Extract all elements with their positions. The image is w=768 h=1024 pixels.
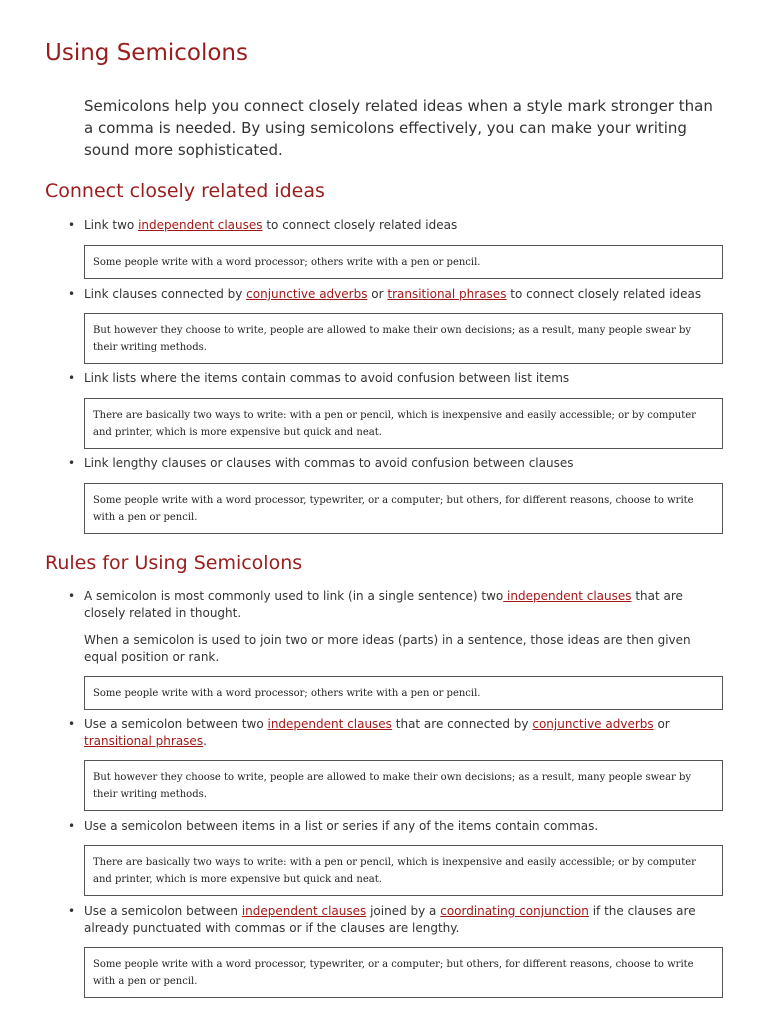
link-transitional-phrases[interactable]: transitional phrases: [387, 287, 507, 301]
intro-paragraph: Semicolons help you connect closely related ideas when a style mark stronger than a comma is needed. By using semicolons effectively, you can make your writing sound more sophisticated.: [84, 97, 713, 159]
example-box: There are basically two ways to write: with a pen or pencil, which is inexpensive and easily accessible; or by computer and printer, which is more expensive but quick and neat.: [84, 845, 723, 896]
list-item: • Link lists where the items contain commas to avoid confusion between list items: [84, 370, 724, 387]
section-heading-rules: Rules for Using Semicolons: [45, 552, 303, 574]
example-box: Some people write with a word processor; others write with a pen or pencil.: [84, 245, 723, 279]
example-box: Some people write with a word processor; others write with a pen or pencil.: [84, 676, 723, 710]
link-coordinating-conjunction[interactable]: coordinating conjunction: [440, 904, 589, 918]
example-box: Some people write with a word processor, typewriter, or a computer; but others, for different reasons, choose to write with a pen or pencil.: [84, 483, 723, 534]
list-item: • Link clauses connected by conjunctive adverbs or transitional phrases to connect closely related ideas: [84, 286, 724, 303]
link-independent-clauses[interactable]: independent clauses: [503, 589, 632, 603]
list-item: • A semicolon is most commonly used to link (in a single sentence) two independent clauses that are closely related in thought.: [84, 588, 724, 621]
link-independent-clauses[interactable]: independent clauses: [138, 218, 263, 232]
list-item: • Use a semicolon between items in a list or series if any of the items contain commas.: [84, 818, 724, 835]
list-item: • Use a semicolon between independent clauses joined by a coordinating conjunction if the clauses are already punctuated with commas or if the clauses are lengthy.: [84, 903, 724, 936]
link-conjunctive-adverbs[interactable]: conjunctive adverbs: [246, 287, 368, 301]
link-independent-clauses[interactable]: independent clauses: [241, 904, 367, 918]
example-box: There are basically two ways to write: with a pen or pencil, which is inexpensive and easily accessible; or by computer and printer, which is more expensive but quick and neat.: [84, 398, 723, 449]
link-independent-clauses[interactable]: independent clauses: [267, 717, 392, 731]
section-heading-connect: Connect closely related ideas: [45, 180, 325, 202]
example-box: Some people write with a word processor, typewriter, or a computer; but others, for different reasons, choose to write with a pen or pencil.: [84, 947, 723, 998]
link-transitional-phrases[interactable]: transitional phrases: [84, 733, 204, 748]
link-conjunctive-adverbs[interactable]: conjunctive adverbs: [532, 717, 654, 731]
example-box: But however they choose to write, people are allowed to make their own decisions; as a result, many people swear by their writing methods.: [84, 313, 723, 364]
page-title: Using Semicolons: [45, 40, 248, 66]
list-item: • Link lengthy clauses or clauses with commas to avoid confusion between clauses: [84, 455, 724, 472]
list-item: • Use a semicolon between two independent clauses that are connected by conjunctive adverbs or transitional phrases.: [84, 716, 724, 749]
example-box: But however they choose to write, people are allowed to make their own decisions; as a result, many people swear by their writing methods.: [84, 760, 723, 811]
rule-note: When a semicolon is used to join two or more ideas (parts) in a sentence, those ideas are then given equal position or rank.: [84, 633, 691, 664]
list-item: • Link two independent clauses to connect closely related ideas: [84, 217, 724, 234]
